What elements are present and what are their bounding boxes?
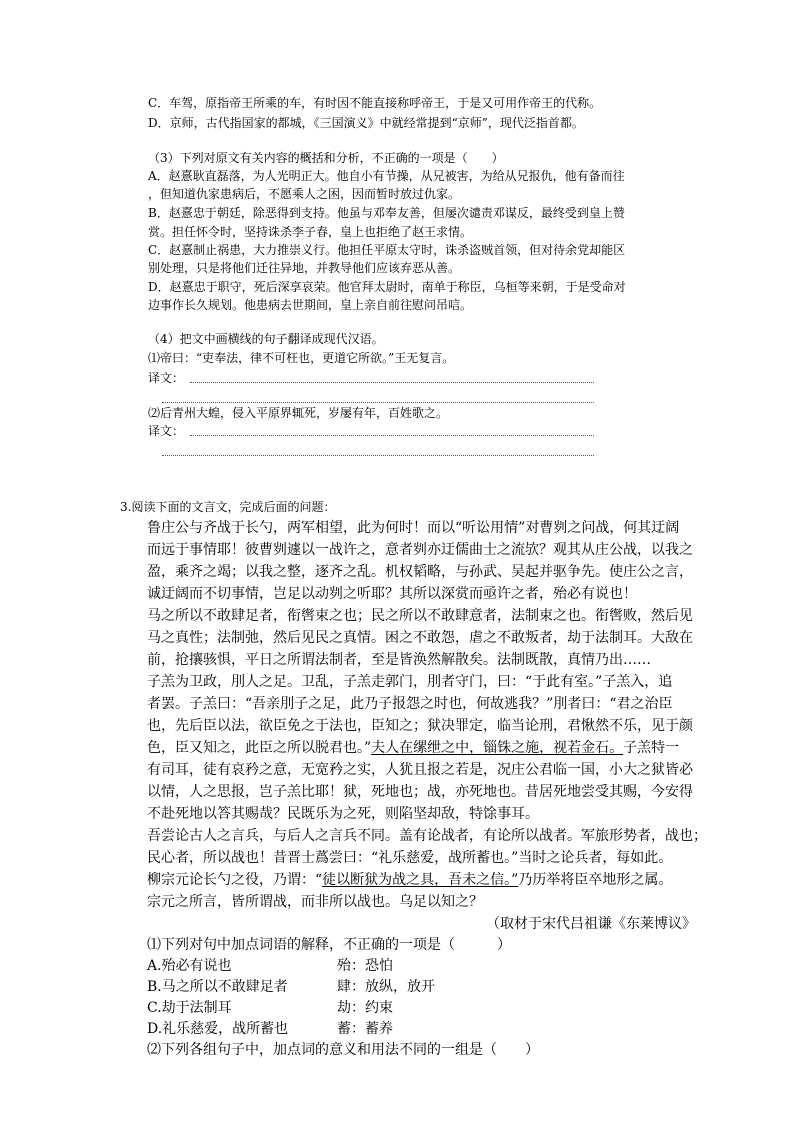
sub1-option-a: A.殆必有说也 <box>147 958 232 974</box>
q3-option-c-line1: C．赵憙制止祸患，大力推崇义行。他担任平原太守时，诛杀盗贼首领，但对待余党却能区 <box>148 243 626 257</box>
passage-line: 民心者，所以战也！昔晋士蔿尝曰：“礼乐慈爱，战所蓄也。”当时之论兵者，每如此。 <box>147 850 673 866</box>
passage-line: 而远于事情耶！彼曹刿遽以一战许之，意者刿亦迂儒曲士之流欤？观其从庄公战，以我之 <box>147 542 693 558</box>
passage-source: （取材于宋代吕祖谦《东莱博议》 <box>486 916 696 932</box>
q4-sentence-2: ⑵后青州大蝗，侵入平原界辄死，岁屡有年，百姓歌之。 <box>148 406 449 420</box>
sub1-option-c: C.劫于法制耳 <box>147 1000 232 1016</box>
q4-answer-line-2b[interactable] <box>162 455 594 456</box>
passage-text: 色，臣又知之，此臣之所以脱君也。” <box>147 740 372 756</box>
question-4-stem: （4）把文中画横线的句子翻译成现代汉语。 <box>148 332 384 346</box>
passage-line: 者罢。子羔曰：“吾亲刖子之足，此乃子报怨之时也，何故逃我？”刖者曰：“君之治臣 <box>147 696 673 712</box>
option-c: C．车驾，原指帝王所乘的车，有时因不能直接称呼帝王，于是又可用作帝王的代称。 <box>148 96 602 110</box>
passage-line: 有司耳，徒有哀矜之意，无宽矜之实，人犹且报之若是，况庄公君临一国，小大之狱皆必 <box>147 762 693 778</box>
q3-option-b-line2: 赏。担任怀令时，坚持诛杀李子春，皇上也拒绝了赵王求情。 <box>148 225 473 239</box>
q4-sentence-1: ⑴帝曰：“吏奉法，律不可枉也，更道它所欲。”王无复言。 <box>148 351 455 365</box>
q3-option-c-line2: 别处理，只是将他们迁往异地，并教导他们应该弃恶从善。 <box>148 261 461 275</box>
q3-option-a-line2: ，但知道仇家患病后，不愿乘人之困，因而暂时放过仇家。 <box>148 187 461 201</box>
passage-line: 以情，人之思报，岂子羔比耶！狱，死地也；战，亦死地也。昔居死地尝受其赐，今安得 <box>147 784 693 800</box>
q3-option-a-line1: A．赵憙耿直磊落，为人光明正大。他自小有节操，从兄被害，为给从兄报仇，他有备而往 <box>148 169 625 183</box>
q3-option-b-line1: B．赵憙忠于朝廷，除恶得到支持。他虽与邓奉友善，但屡次谴责邓谋反，最终受到皇上赞 <box>148 206 625 220</box>
passage-text: 子羔特一 <box>623 740 680 756</box>
q3-option-d-line2: 边事作长久规划。他患病去世期间，皇上亲自前往慰问吊唁。 <box>148 298 473 312</box>
passage-line: 不赴死地以答其赐哉？民既乐为之死，则陷坚却敌，特馀事耳。 <box>147 806 539 822</box>
underlined-sentence: 夫人在缧绁之中，锱铢之施，视若金石。 <box>371 740 624 756</box>
passage-line: 马之所以不敢肆足者，衔辔束之也；民之所以不敢肆意者，法制束之也。衔辔败，然后见 <box>147 608 693 624</box>
passage-3-title: 3.阅读下面的文言文，完成后面的问题： <box>120 500 336 514</box>
sub1-option-c-explanation: 劫：约束 <box>337 1000 393 1016</box>
q4-translation-label-1: 译文： <box>148 371 185 385</box>
passage-line <box>147 738 679 758</box>
passage-line: 马之真性；法制弛，然后见民之真情。困之不敢怨，虐之不敢叛者，劫于法制耳。大敌在 <box>147 630 693 646</box>
q4-answer-line-1a[interactable] <box>190 382 594 383</box>
sub1-option-d-explanation: 蓄：蓄养 <box>337 1021 393 1037</box>
sub1-option-b: B.马之所以不敢肆足者 <box>147 979 288 995</box>
sub1-option-a-explanation: 殆：恐怕 <box>337 958 393 974</box>
passage-line: 前，抢攘骇惧，平日之所谓法制者，至是皆涣然解散矣。法制既散，真情乃出…… <box>147 652 651 668</box>
sub1-option-d: D.礼乐慈爱，战所蓄也 <box>147 1021 289 1037</box>
underlined-sentence: 徒以断狱为战之具，吾未之信。” <box>322 872 519 888</box>
q3-option-d-line1: D．赵憙忠于职守，死后深享哀荣。他官拜太尉时，南单于称臣，乌桓等来朝，于是受命对 <box>148 280 626 294</box>
sub1-option-b-explanation: 肆：放纵，放开 <box>337 979 435 995</box>
passage-line: 吾尝论古人之言兵，与后人之言兵不同。盖有论战者，有论所以战者。军旅形势者，战也； <box>147 828 707 844</box>
passage-text: 柳宗元论长勺之役，乃谓：“ <box>147 872 323 888</box>
q4-answer-line-2a[interactable] <box>190 435 594 436</box>
sub-question-2-stem: ⑵下列各组句子中，加点词的意义和用法不同的一组是（ ） <box>147 1042 539 1058</box>
passage-line <box>147 870 672 890</box>
question-3-stem: （3）下列对原文有关内容的概括和分析，不正确的一项是（ ） <box>148 151 504 165</box>
passage-line: 鲁庄公与齐战于长勺，两军相望，此为何时！而以“听讼用情”对曹刿之问战，何其迂阔 <box>147 520 680 536</box>
passage-line: 宗元之所言，皆所谓战，而非所以战也。乌足以知之？ <box>147 894 483 910</box>
passage-line: 也，先后臣以法，欲臣免之于法也，臣知之；狱决罪定，临当论刑，君愀然不乐，见于颜 <box>147 718 693 734</box>
sub-question-1-stem: ⑴下列对句中加点词语的解释，不正确的一项是（ ） <box>147 937 511 953</box>
passage-line: 诚迂阔而不切事情，岂足以动刿之听耶？其所以深赏而亟许之者，殆必有说也！ <box>147 586 637 602</box>
passage-line: 盈，乘齐之竭；以我之整，逐齐之乱。机权韬略，与孙武、吴起并驱争先。使庄公之言， <box>147 564 693 580</box>
option-d: D．京师，古代指国家的都城，《三国演义》中就经常提到“京师”，现代泛指首都。 <box>148 116 584 130</box>
q4-translation-label-2: 译文： <box>148 424 185 438</box>
passage-text: 乃历举将臣卒地形之属。 <box>518 872 673 888</box>
passage-line: 子羔为卫政，刖人之足。卫乱，子羔走郭门，刖者守门，曰：“于此有室。”子羔入，追 <box>147 674 673 690</box>
